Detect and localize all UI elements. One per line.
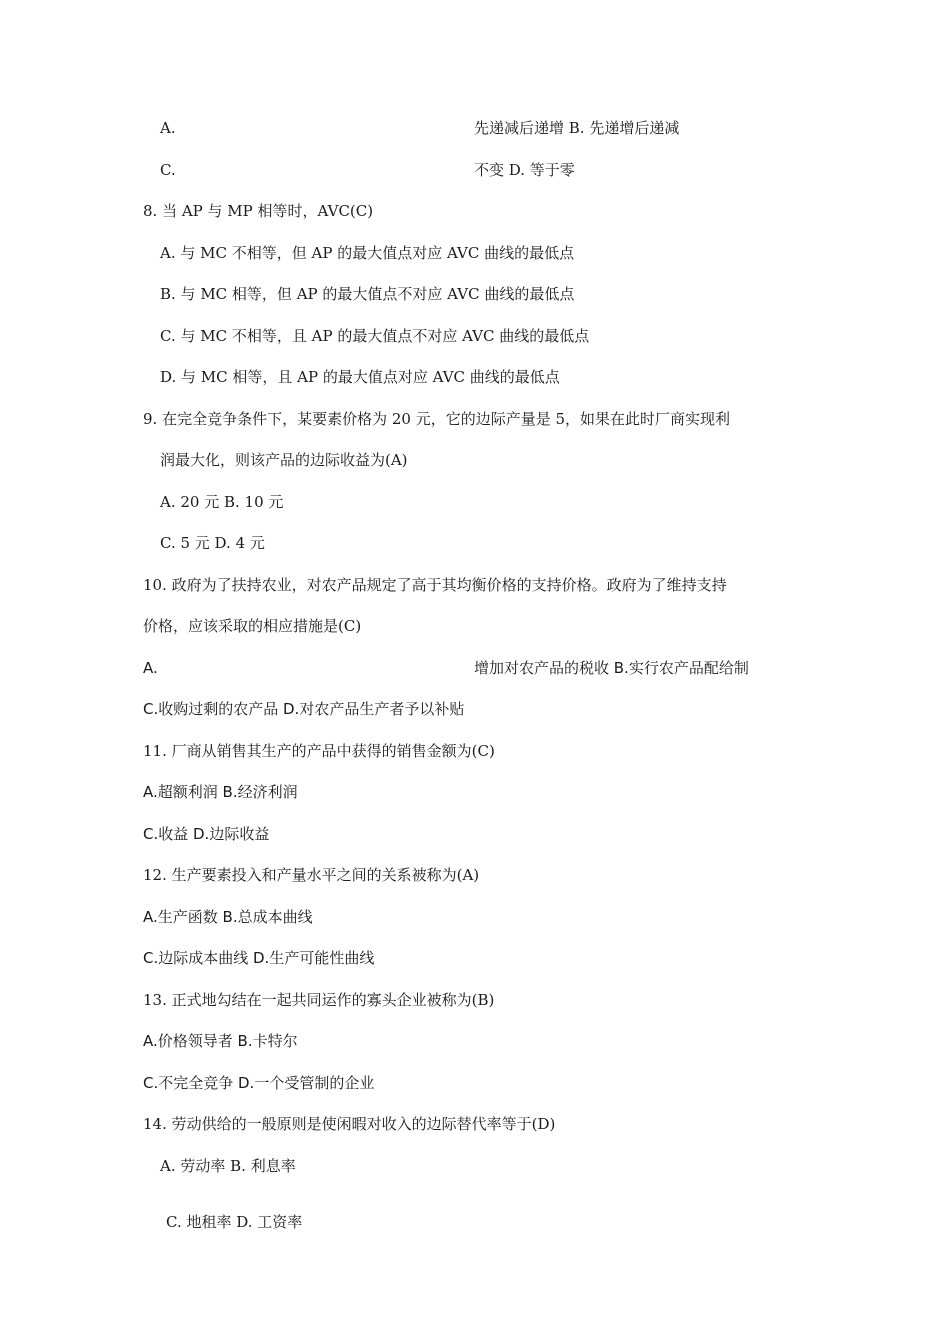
- q9-options-cd: C. 5 元 D. 4 元: [160, 534, 265, 552]
- q8-option-d: D. 与 MC 相等，且 AP 的最大值点对应 AVC 曲线的最低点: [160, 368, 560, 386]
- q14-stem: 14. 劳动供给的一般原则是使闲暇对收入的边际替代率等于(D): [143, 1115, 556, 1133]
- q7-options-ab: 先递减后递增 B. 先递增后递减: [474, 119, 680, 137]
- q11-options-cd: C.收益 D.边际收益: [143, 825, 270, 843]
- q8-option-c: C. 与 MC 不相等，且 AP 的最大值点不对应 AVC 曲线的最低点: [160, 327, 590, 345]
- q8-option-a: A. 与 MC 不相等，但 AP 的最大值点对应 AVC 曲线的最低点: [160, 244, 575, 262]
- q9-stem-line1: 9. 在完全竞争条件下，某要素价格为 20 元，它的边际产量是 5，如果在此时厂商实现利: [143, 410, 731, 428]
- q9-options-ab: A. 20 元 B. 10 元: [160, 493, 284, 511]
- q11-options-ab: A.超额利润 B.经济利润: [143, 783, 298, 801]
- q14-options-ab: A. 劳动率 B. 利息率: [160, 1157, 296, 1175]
- q10-stem-line2: 价格，应该采取的相应措施是(C): [143, 617, 362, 635]
- q8-option-b: B. 与 MC 相等，但 AP 的最大值点不对应 AVC 曲线的最低点: [160, 285, 575, 303]
- q12-options-ab: A.生产函数 B.总成本曲线: [143, 908, 313, 926]
- q7-option-c-label: C.: [160, 161, 176, 179]
- q8-stem: 8. 当 AP 与 MP 相等时，AVC(C): [143, 202, 374, 220]
- q11-stem: 11. 厂商从销售其生产的产品中获得的销售金额为(C): [143, 742, 495, 760]
- q10-options-ab: 增加对农产品的税收 B.实行农产品配给制: [474, 659, 749, 677]
- q13-stem: 13. 正式地勾结在一起共同运作的寡头企业被称为(B): [143, 991, 495, 1009]
- q14-options-cd: C. 地租率 D. 工资率: [166, 1213, 303, 1231]
- q7-options-cd: 不变 D. 等于零: [474, 161, 575, 179]
- q7-option-a-label: A.: [160, 119, 176, 137]
- q9-stem-line2: 润最大化，则该产品的边际收益为(A): [160, 451, 408, 469]
- q12-stem: 12. 生产要素投入和产量水平之间的关系被称为(A): [143, 866, 480, 884]
- q10-stem-line1: 10. 政府为了扶持农业，对农产品规定了高于其均衡价格的支持价格。政府为了维持支持: [143, 576, 727, 594]
- q12-options-cd: C.边际成本曲线 D.生产可能性曲线: [143, 949, 375, 967]
- q13-options-cd: C.不完全竞争 D.一个受管制的企业: [143, 1074, 375, 1092]
- q10-option-a-label: A.: [143, 659, 158, 677]
- q13-options-ab: A.价格领导者 B.卡特尔: [143, 1032, 298, 1050]
- q10-options-cd: C.收购过剩的农产品 D.对农产品生产者予以补贴: [143, 700, 465, 718]
